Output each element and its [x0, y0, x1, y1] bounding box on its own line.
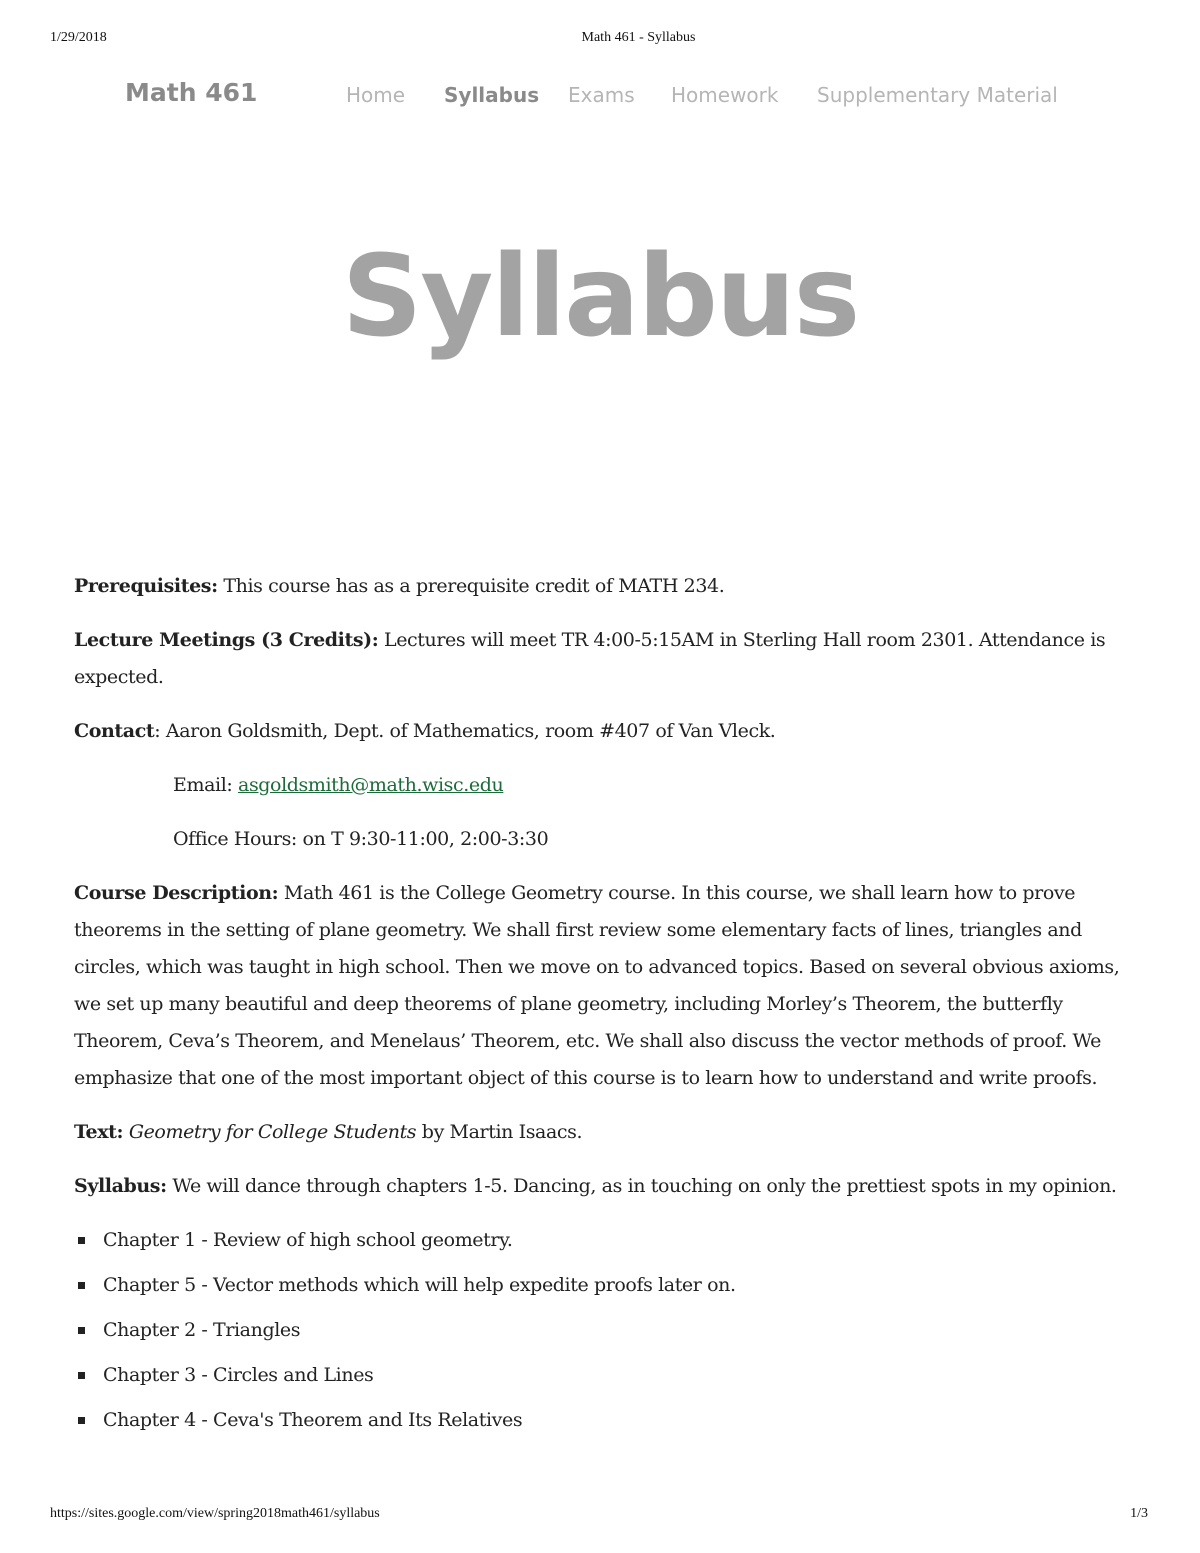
print-header — [0, 30, 1200, 50]
list-item — [74, 1312, 1130, 1349]
site-title-link[interactable]: Math 461 — [125, 78, 258, 107]
nav-item-supplementary-material[interactable]: Supplementary Material — [817, 83, 1058, 107]
bullet-icon — [78, 1372, 85, 1379]
textbook-label: Text: — [74, 1121, 124, 1143]
bullet-icon — [78, 1237, 85, 1244]
office-hours: Office Hours: on T 9:30-11:00, 2:00-3:30 — [173, 828, 549, 850]
nav-item-home[interactable]: Home — [346, 83, 406, 107]
lectures-paragraph — [74, 622, 1130, 696]
bullet-icon — [78, 1282, 85, 1289]
print-page-number: 1/3 — [1130, 1506, 1148, 1521]
chapter-item-text: Chapter 1 - Review of high school geometry. — [103, 1229, 513, 1251]
nav-item-syllabus[interactable]: Syllabus — [444, 83, 540, 107]
chapter-item-text: Chapter 3 - Circles and Lines — [103, 1364, 374, 1386]
nav-item-exams[interactable]: Exams — [568, 83, 635, 107]
syllabus-paragraph — [74, 1168, 1130, 1205]
chapter-item-text: Chapter 2 - Triangles — [103, 1319, 301, 1341]
print-date: 1/29/2018 — [50, 30, 107, 45]
syllabus-label: Syllabus: — [74, 1175, 167, 1197]
chapter-list — [74, 1222, 1130, 1439]
bullet-icon — [78, 1417, 85, 1424]
textbook-paragraph — [74, 1114, 1130, 1151]
chapter-item-text: Chapter 4 - Ceva's Theorem and Its Relatives — [103, 1409, 523, 1431]
course-description-label: Course Description: — [74, 882, 279, 904]
textbook-title: Geometry for College Students — [128, 1121, 417, 1143]
course-description-text: Math 461 is the College Geometry course. In this course, we shall learn how to prove theorems in the setting of plane geometry. We shall first review some elementary facts of lines, triangles and circles, which was taught in high school. Then we move on to advanced topics. Based on several obvious axioms, we set up many beautiful and deep theorems of plane geometry, including Morley’s Theorem, the butterfly Theorem, Ceva’s Theorem, and Menelaus’ Theorem, etc. We shall also discuss the vector methods of proof. We emphasize that one of the most important object of this course is to learn how to understand and write proofs. — [74, 882, 1120, 1089]
prerequisites-text: This course has as a prerequisite credit of MATH 234. — [217, 575, 725, 597]
contact-paragraph — [74, 713, 1130, 750]
email-label: Email: — [173, 774, 239, 796]
list-item — [74, 1357, 1130, 1394]
contact-text: : Aaron Goldsmith, Dept. of Mathematics, room #407 of Van Vleck. — [154, 720, 776, 742]
nav-item-homework[interactable]: Homework — [671, 83, 779, 107]
list-item — [74, 1402, 1130, 1439]
print-url: https://sites.google.com/view/spring2018math461/syllabus — [50, 1506, 380, 1521]
textbook-author: by Martin Isaacs. — [416, 1121, 583, 1143]
lectures-label: Lecture Meetings (3 Credits): — [74, 629, 379, 651]
syllabus-text: We will dance through chapters 1-5. Dancing, as in touching on only the prettiest spots in my opinion. — [166, 1175, 1117, 1197]
prerequisites-paragraph — [74, 568, 1130, 605]
print-title: Math 461 - Syllabus — [581, 30, 696, 45]
bullet-icon — [78, 1327, 85, 1334]
syllabus-content — [74, 568, 1130, 1447]
list-item — [74, 1222, 1130, 1259]
email-paragraph — [74, 767, 1130, 804]
print-footer — [0, 1506, 1200, 1526]
page-title: Syllabus — [341, 232, 859, 362]
top-navigation — [0, 76, 1200, 116]
lectures-text: Lectures will meet TR 4:00-5:15AM in Sterling Hall room 2301. Attendance is expected. — [74, 629, 1106, 688]
list-item — [74, 1267, 1130, 1304]
email-link[interactable]: asgoldsmith@math.wisc.edu — [238, 774, 504, 796]
course-description-paragraph — [74, 875, 1130, 1097]
prerequisites-label: Prerequisites: — [74, 575, 218, 597]
chapter-item-text: Chapter 5 - Vector methods which will help expedite proofs later on. — [103, 1274, 736, 1296]
contact-label: Contact — [74, 720, 155, 742]
